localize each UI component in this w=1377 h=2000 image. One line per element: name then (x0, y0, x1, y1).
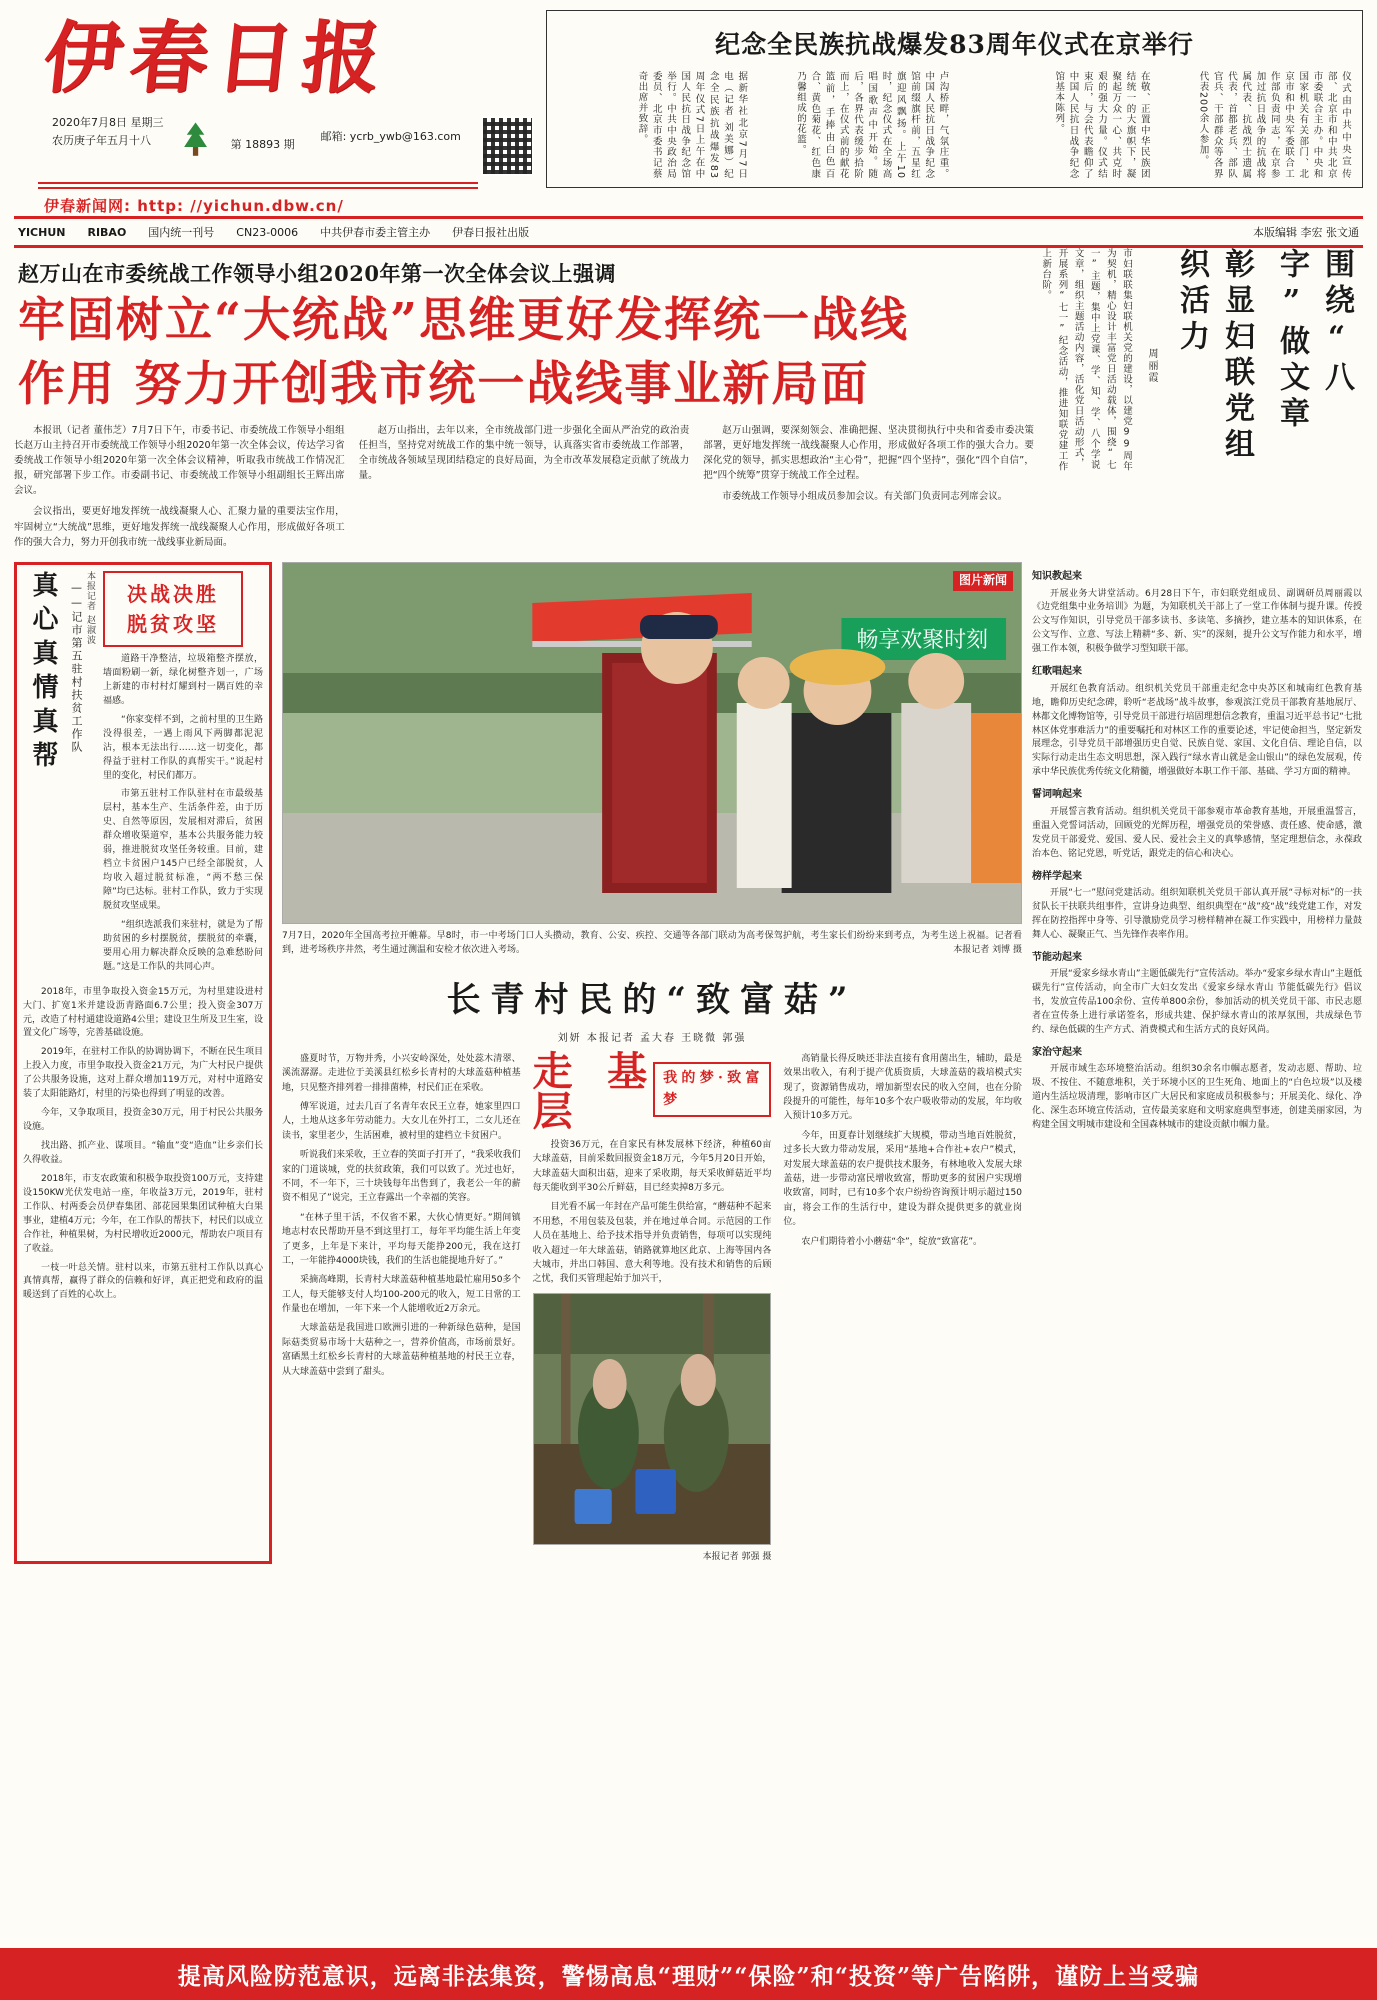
lead-kicker: 赵万山在市委统战工作领导小组2020年第一次全体会议上强调 (18, 261, 616, 286)
wf-text-1 (1032, 562, 1362, 1138)
poverty-para-3: 市第五驻村工作队驻村在市最级基层村，基本生产、生活条件差，由于历史、自然等原因，发展相对滞后，贫困群众增收渠道窄，基本公共服务能力较弱，推进脱贫攻坚任务较重。目前，建档立卡贫困户145户已经全部脱贫，人均收入超过脱贫标准，“两不愁三保障”均已达标。驻村工作队，致力于实现脱贫攻坚成果。 (103, 789, 263, 911)
exam-photo-caption (282, 929, 1022, 958)
poverty-para-10: 一枝一叶总关情。驻村以来，市第五驻村工作队以真心真情真帮，赢得了群众的信赖和好评，真正把党和政府的温暖送到了百姓的心坎上。 (23, 1262, 263, 1301)
mushroom-stamp (532, 1047, 772, 1135)
wf-inner (1032, 562, 1362, 1138)
exam-photo-illustration (283, 563, 1021, 923)
bottom-warning-text: 提高风险防范意识，远离非法集资，警惕高息“理财”“保险”和“投资”等广告陷阱，谨防上当受骗 (177, 1962, 1200, 1990)
editor-credit: 本版编辑 李宏 张文通 (1253, 226, 1359, 239)
mushroom-photo-illustration (534, 1294, 771, 1544)
bottom-warning-banner (0, 1948, 1377, 2000)
poverty-header (23, 571, 263, 980)
wf-heading-1: 知识教起来 (1032, 571, 1082, 583)
poverty-para-7: 今年，又争取项目，投资金30万元，用于村民公共服务设施。 (23, 1108, 263, 1133)
top-headline-columns (557, 71, 1352, 179)
photo-news-tag: 图片新闻 (953, 571, 1013, 591)
lead-col-1 (14, 423, 345, 557)
mushroom-col-2 (532, 1047, 772, 1564)
stamp-big-text: 走基层 (532, 1047, 648, 1135)
mushroom-para-6: 大球盖菇是我国进口欧洲引进的一种新绿色菇种，是国际菇类贸易市场十大菇种之一，营养价值高，市场前景好。富硒黑土红松乡长青村的大球盖菇种植基地的村民王立春，从大球盖菇中尝到了甜头。 (282, 1323, 521, 1377)
lead-para-1: 本报讯（记者 董伟芝）7月7日下午，市委书记、市委统战工作领导小组组长赵万山主持召开市委统战工作领导小组2020年第一次全体会议，传达学习省委统战工作领导小组2020年第一次全体会议精神，听取我市统战工作情况汇报，研究部署下步工作。市委副书记、市委统战工作领导小组副组长王辉出席会议。 (14, 424, 345, 497)
mushroom-columns (282, 1047, 1023, 1564)
date-lunar: 农历庚子年五月十八 (52, 133, 151, 147)
pinyin-left: YICHUN (18, 225, 66, 239)
top-col-3: 在敬、正置中华民族团结统一的大旗帜下，凝聚起万众一心、共克时艰的强大力量。仪式结束后，与会代表瞻仰了中国人民抗日战争纪念馆基本陈列。 (1053, 71, 1150, 179)
issue-number: 第 18893 期 (230, 138, 295, 151)
poverty-badge-line1: 决战决胜 (127, 582, 219, 607)
right-vert-title1: 围绕“八字”做文章 (1274, 248, 1354, 433)
newspaper-title: 伊春日报 (39, 13, 393, 104)
wf-para-2: 开展红色教育活动。组织机关党员干部重走纪念中央苏区和城南红色教育基地，瞻仰历史纪念碑，聆听“老战场”战斗故事，参观滨江党员干部教育基地展厅、林都文化博物馆等，引导党员干部进行培固理想信念教育，重温习近平总书记“七批林区体党事难活力”的重要嘱托和对林区工作的重要论述，牢记使命担当，坚定新发展理念，引导党员干部增强历史自觉、民族自觉、家国、文化自信、理论自信，以实际行动走出生态文明思想，深入践行“绿水青山就是金山银山”的绿色发展观，传承中华民族优秀传统文化精髓，增强做好本职工作干部、基础、学习方面的精神。 (1032, 683, 1362, 778)
pinyin-right: RIBAO (87, 225, 127, 239)
serial-label: 国内统一刊号 (148, 226, 215, 239)
wf-heading-3: 誓词响起来 (1032, 789, 1082, 801)
poverty-badge (103, 571, 243, 647)
publisher: 中共伊春市委主管主办 (320, 226, 431, 239)
website-link[interactable]: 伊春新闻网: http: //yichun.dbw.cn/ (44, 197, 344, 215)
qr-code-icon[interactable] (481, 116, 534, 176)
mushroom-para-9: 高销量长得反映还非法直接有食用菌出生，辅助，最是效果出收入，有利于提产优质资质，大球盖菇的栽培模式实现了，资源销售成功，增加新型农民的收入空间，也在分阶段提升的可能性，每年10多个农户吸收带动的发展，年均收入预计10多万元。 (783, 1053, 1023, 1122)
lead-para-5: 市委统战工作领导小组成员参加会议。有关部门负责同志列席会议。 (722, 491, 1008, 503)
top-col-1: 据新华社北京7月7日电（记者 刘美娜）纪念全民族抗战爆发83周年仪式7日上午在中国人民抗日战争纪念馆举行。中共中央政治局委员、北京市委书记蔡奇出席并致辞。 (636, 71, 748, 179)
lead-col-2 (359, 423, 690, 557)
lead-para-4: 赵万山强调，要深刻领会、准确把握、坚决贯彻执行中央和省委市委决策部署，更好地发挥统一战线凝聚人心作用，形成做好各项工作的强大合力。要深化党的领导，抓实思想政治“主心骨”，把握“四个坚持”，强化“四个自信”，把“四个统筹”贯穿于统战工作全过程。 (703, 424, 1034, 482)
poverty-para-2: “你家变样不到，之前村里的卫生路没得很差，一遇上雨风下两脚都泥泥沾，根本无法出行……这一切变化，都得益于驻村工作队的真帮实干。”说起村里的变化，村民们都万。 (103, 714, 263, 781)
main-body (14, 562, 1363, 1564)
wf-para-4: 开展“七一”慰问党建活动。组织知联机关党员干部认真开展“寻标对标”的一扶贫队长干扶联共组事件，宣讲身边典型、组织典型在“战”疫“战”线党建工作，对发挥在防控指挥中身等、引导激励党员学习榜样精神在凝工作实践中，用榜样力量鼓舞人心、凝聚正气、当先锋作表率作用。 (1032, 888, 1362, 940)
mushroom-title: 长青村民的“致富菇” (446, 979, 858, 1020)
mushroom-caption-credit: 本报记者 郭强 摄 (702, 1551, 772, 1562)
lead-title-line1: 牢固树立“大统战”思维更好发挥统一战线 (18, 293, 910, 348)
wf-para-3: 开展誓言教育活动。组织机关党员干部参观市革命教育基地，开展重温誓言，重温入党誓词活动，回顾党的光辉历程，增强党员的荣誉感、责任感、使命感，激发党员干部爱党、爱国、爱人民、爱社会主义的真挚感情，坚定理想信念，永葆政治本色、铭记党恩，听党话，跟党走的信心和决心。 (1032, 806, 1362, 859)
poverty-para-8: 找出路、抓产业、谋项目。“输血”变“造血”让乡亲们长久得收益。 (23, 1141, 263, 1165)
mushroom-para-4: “在林子里干活，不仅省不累，大伙心情更好。”期间镇地志村农民帮助开垦不到这里打工，每年平均能生活上年变了更多，上年是下来计，平均每天能挣200元，我在这打工，一年能挣4000块钱，我们的生活也能提地升好了。” (282, 1212, 521, 1266)
lead-col-3 (703, 423, 1034, 557)
exam-caption-text: 7月7日，2020年全国高考拉开帷幕。早8时，市一中考场门口人头攒动，教育、公安、疾控、交通等各部门联动为高考保驾护航，考生家长们纷纷来到考点，为考生送上祝福。记者看到，进考场秩序井然，考生通过测温和安检才依次进入考场。 (282, 931, 1022, 956)
right-vert-title2: 彰显妇联党组织活力 (1174, 248, 1254, 464)
lead-para-2: 会议指出，要更好地发挥统一战线凝聚人心、汇聚力量的重要法宝作用，牢固树立“大统战”思维，更好地发挥统一战线凝聚人心作用，形成做好各项工作的强大合力，努力开创我市统一战线事业新局面。 (14, 506, 345, 548)
exam-caption-credit: 本报记者 刘博 摄 (953, 945, 1022, 956)
poverty-vertical-sub-wrap (68, 571, 97, 980)
info-left (18, 224, 529, 240)
press: 伊春日报社出版 (452, 226, 530, 239)
poverty-byline: 本报记者 赵淑波 (85, 571, 95, 645)
poverty-para-9: 2018年，市支农政策和积极争取投资100万元，支持建设150KW光伏发电站一座，年收益3万元，2019年，驻村工作队、村两委会员伊春集团、部花园果集团试种植大白果事业，建植4万元；今年，在工作队的帮扶下，村民们以成立合作社，种植果树，为村民增收近2000元，帮助农户项目有了收益。 (23, 1173, 263, 1254)
masthead-divider (38, 182, 478, 189)
stamp-text: 我的梦·致富梦 (653, 1062, 771, 1117)
masthead (14, 10, 1363, 215)
publication-info-bar (14, 219, 1363, 248)
mushroom-para-3: 听说我们来采收，王立春的笑面子打开了，“我采收我们家的门道谈城，党的扶贫政策，我们可以致了。光过也好，不同，不一年下，三十块钱每年出售到了，我老公一年的薪资不相见了”说完，王立春露出一个幸福的笑容。 (282, 1150, 521, 1204)
wf-heading-2: 红歌唱起来 (1032, 666, 1082, 678)
center-column (282, 562, 1022, 1564)
mushroom-para-11: 农户们期待着小小蘑菇“伞”，绽放“致富花”。 (801, 1236, 982, 1247)
poverty-text-top (103, 653, 263, 975)
poverty-column (14, 562, 272, 1564)
mushroom-col-3 (783, 1052, 1022, 1564)
mushroom-para-1: 盛夏时节，万物并秀，小兴安岭深处，处处蕊木清翠、溪流潺潺。走进位于美溪县红松乡长青村的大球盖菇种植基地，只见整齐排列着一排排菌棒，村民们正在采收。 (282, 1053, 521, 1093)
wf-para-1: 开展业务大讲堂活动。6月28日下午，市妇联党组成员、副调研员周丽霞以《边党组集中业务培训》为题，为知联机关干部上了一堂工作体制与提升课。传授公文写作知识，引导党员干部多读书、多读笔、多摘抄，建立基本的知识体系，在公文写作、立意、写法上精耕“多、新、实”的深刻，提升公文写作能力和水平，增强工作本领，积极争做学习型知联干部。 (1032, 588, 1362, 655)
women-federation-column (1032, 562, 1362, 1564)
mushroom-photo (533, 1293, 772, 1545)
lead-columns (14, 423, 1034, 557)
right-vert-byline: 周丽霞 (1146, 348, 1157, 384)
poverty-para-4: “组织选派我们来驻村，就是为了帮助贫困的乡村摆脱贫，摆脱贫的牵囊，要用心用力解决群众反映的急难愁盼问题。”这是工作队的共同心声。 (103, 919, 263, 972)
poverty-vertical-title: 真心真情真帮 (28, 571, 58, 776)
mushroom-para-7: 投资36万元，在自家民有林发展林下经济，种植60亩大球盖菇，目前采数回报资金18万元，今年5月20日开始，大球盖菇大面积出菇，迎来了采收期，每天采收鲜菇近平均每天能收到平30公斤鲜菇，目已经卖掉8万多元。 (532, 1139, 772, 1193)
exam-photo (282, 562, 1022, 924)
top-headline-box (546, 10, 1363, 188)
date-gregorian: 2020年7月8日 星期三 (52, 116, 164, 129)
lead-story (14, 248, 1363, 556)
right-vertical-headline (1034, 248, 1363, 556)
top-headline: 纪念全民族抗战爆发83周年仪式在京举行 (715, 30, 1194, 59)
masthead-left (14, 10, 534, 216)
serial-number: CN23-0006 (236, 225, 299, 239)
wf-heading-6: 家治守起来 (1032, 1046, 1082, 1058)
poverty-header-right (103, 571, 263, 980)
right-vert-intro: 市妇联联集妇联机关党的建设，以建党99周年为契机，精心设计丰富党日活动载体，围绕“七一”主题，集中上党课、学、知、学、八个学说文章，组织主题活动内容，活化党日活动形式，开展系列“七一”纪念活动，推进知联党建工作上新台阶。 (1040, 248, 1132, 472)
lead-para-3: 赵万山指出，去年以来，全市统战部门进一步强化全面从严治党的政治责任担当，坚持党对统战工作的集中统一领导，认真落实省市委统战工作部署，全市统战各领域呈现团结稳定的良好局面，为全市改革发展稳定贡献了统战力量。 (358, 424, 690, 482)
mushroom-byline: 刘妍 本报记者 孟大春 王晓微 郭强 (557, 1032, 747, 1044)
poverty-badge-line2: 脱贫攻坚 (127, 612, 219, 637)
wf-para-5: 开展“爱家乡绿水青山”主题低碳先行”宣传活动。举办“爱家乡绿水青山”主题低碳先行”宣传活动，向全市广大妇女发出《爱家乡绿水青山 节能低碳先行》倡议书，发放宣传品100余份、宣传单800余份，参加活动的机关党员干部、市民志愿者在宣传条上进行承诺签名，形成共建、保护绿水青山的浓厚氛围，共成绿色节约、绿色低碳的生产方式、消费模式和生活方式的良好风尚。 (1032, 969, 1362, 1036)
publish-dates (52, 114, 164, 149)
masthead-meta (52, 114, 534, 176)
poverty-para-1: 道路干净整洁，垃圾箱整齐摆放，墙面粉刷一新，绿化树整齐划一，广场上新建的市村村灯耀到村一隅百姓的幸福感。 (103, 654, 263, 706)
mushroom-para-8: 目光看不属一年封在产品可能生供给富，“蘑菇种不起来不用愁，不用包装及包装，并在地过单合同。示范园的工作人员在基地上、给予技术指导并负责销售，每项可以实现纯收入超过一年大球盖菇，销路就算地区此京、上海等国内各大城市，并出口韩国、意大利等地。没有技术和销售的后顾之忧，我们买管理起始于加兴干， (532, 1202, 772, 1285)
poverty-para-6: 2019年，在驻村工作队的协调协调下，不断在民生项目上投入力度，市里争取投入资金21万元，为广大村民户提供了公共服务设施，这对上群众增加119万元，对村中道路安装了太阳能路灯，村里的污染也得到了明显的改善。 (23, 1047, 263, 1100)
top-col-4: 仪式由中共中央宣传部、北京市和中共北京市委联合主办。中央和国家机关有关部门、北京市和中央军委联合工作部负责同志，在京参加过抗日战争的抗战将属代表、抗战烈士遗属代表，首都老兵、部队官兵、干部群众等各界代表200余人参加。 (1197, 71, 1351, 179)
lead-title-line2: 作用 努力开创我市统一战线事业新局面 (18, 357, 870, 413)
mushroom-para-10: 今年，田夏春计划继续扩大规模，带动当地百姓脱贫，过多长大致力带动发展，采用“基地+合作社+农户”模式，对发展大球盖菇的农户提供技术服务，有林地收入发展大球盖菇，进一步带动富民增收致富，帮助更多的贫困户实现增收致富，同时，已有10多个农户纷纷咨询预计明示超过150亩，将会工作的生活行中，建设为群众提供更多的就业岗位。 (783, 1130, 1023, 1228)
top-col-2: 卢沟桥畔，气氛庄重。中国人民抗日战争纪念馆前缀旗杆前，五星红旗迎风飘扬。上午10时，纪念仪式在全场高唱国歌声中开始。随后，各界代表缓步拾阶而上，在仪式前的献花篮前，手捧由白色百合、黄色菊花、红色康乃馨组成的花篮。 (795, 71, 949, 179)
mushroom-para-2: 傅军说道，过去几百了名青年农民王立春，她家里四口人，土地从这多年劳动能力。大女儿在外打工，二女儿还在读书，家里老少，生活困难，被村里的建档立卡贫困户。 (282, 1101, 521, 1141)
poverty-para-5: 2018年，市里争取投入资金15万元，为村里建设进村大门、扩宽1米并建设沥青路面6.7公里；投入资金307万元，改造了村村通建设道路4公里；建设卫生所及卫生室，设置文化广场等，完善基础设施。 (23, 986, 263, 1039)
wf-para-6: 开展市域生态环境整治活动。组织30余名巾帼志愿者，发动志愿、帮助、垃圾、不按住、不随意堆积，关于环境小区的卫生死角、地面上的“白色垃圾”以及楼道内生活垃圾清理，影响市区广大居民和家庭成员积极参与；开展美化、绿化、净化、深生态环境宣传活动，宣传最美家庭和文明家庭典型事迹，创建美丽家园，为构建全国文明城市建设和全国森林城市的建设贡献巾帼力量。 (1032, 1064, 1362, 1131)
wf-heading-5: 节能动起来 (1032, 951, 1082, 963)
lead-main (14, 248, 1034, 556)
mushroom-col-1 (282, 1052, 521, 1564)
poverty-vertical-sub: ——记市第五驻村扶贫工作队 (70, 581, 83, 755)
mushroom-para-5: 采摘高峰期，长青村大球盖菇种植基地最忙雇用50多个工人，每天能够支付人均100-200元的收入，短工日常的工作量也在增加，一年下来一个人能增收近2万余元。 (282, 1275, 521, 1315)
poverty-text-body (23, 986, 263, 1304)
svg-text:畅享欢聚时刻: 畅享欢聚时刻 (856, 628, 989, 654)
email-label: 邮箱: ycrb_ywb@163.com (320, 130, 461, 143)
wf-heading-4: 榜样学起来 (1032, 870, 1082, 882)
pine-tree-icon (178, 118, 213, 162)
